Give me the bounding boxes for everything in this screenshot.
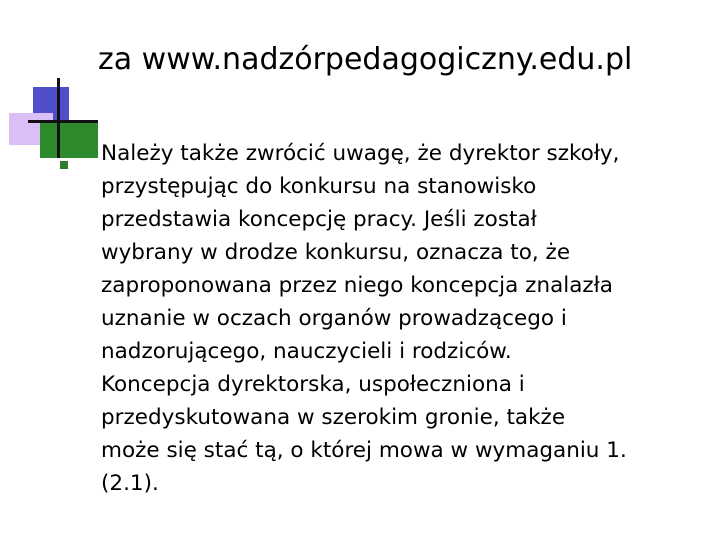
bullet-text-line: zaproponowana przez niego koncepcja znalazła: [101, 273, 613, 298]
bullet-text-line: nadzorującego, nauczycieli i rodziców.: [101, 339, 512, 364]
bullet-text-line: Należy także zwrócić uwagę, że dyrektor szkoły,: [101, 141, 620, 166]
bullet-text: [101, 137, 713, 500]
bullet-text-line: wybrany w drodze konkursu, oznacza to, że: [101, 240, 571, 265]
decoration-horizontal-line: [28, 120, 98, 123]
title-decoration: [0, 0, 100, 160]
bullet-text-line: przystępując do konkursu na stanowisko: [101, 174, 537, 199]
bullet-text-line: przedstawia koncepcję pracy. Jeśli został: [101, 207, 537, 232]
bullet-text-line: (2.1).: [101, 471, 159, 496]
bullet-text-line: może się stać tą, o której mowa w wymaganiu 1.: [101, 438, 627, 463]
decoration-vertical-line: [57, 78, 60, 158]
slide-title: za www.nadzórpedagogiczny.edu.pl: [98, 42, 633, 77]
square-bullet-icon: [60, 161, 68, 169]
bullet-text-line: przedyskutowana w szerokim gronie, także: [101, 405, 566, 430]
bullet-text-line: Koncepcja dyrektorska, uspołeczniona i: [101, 372, 525, 397]
bullet-text-line: uznanie w oczach organów prowadzącego i: [101, 306, 567, 331]
decoration-green-square: [40, 121, 98, 158]
